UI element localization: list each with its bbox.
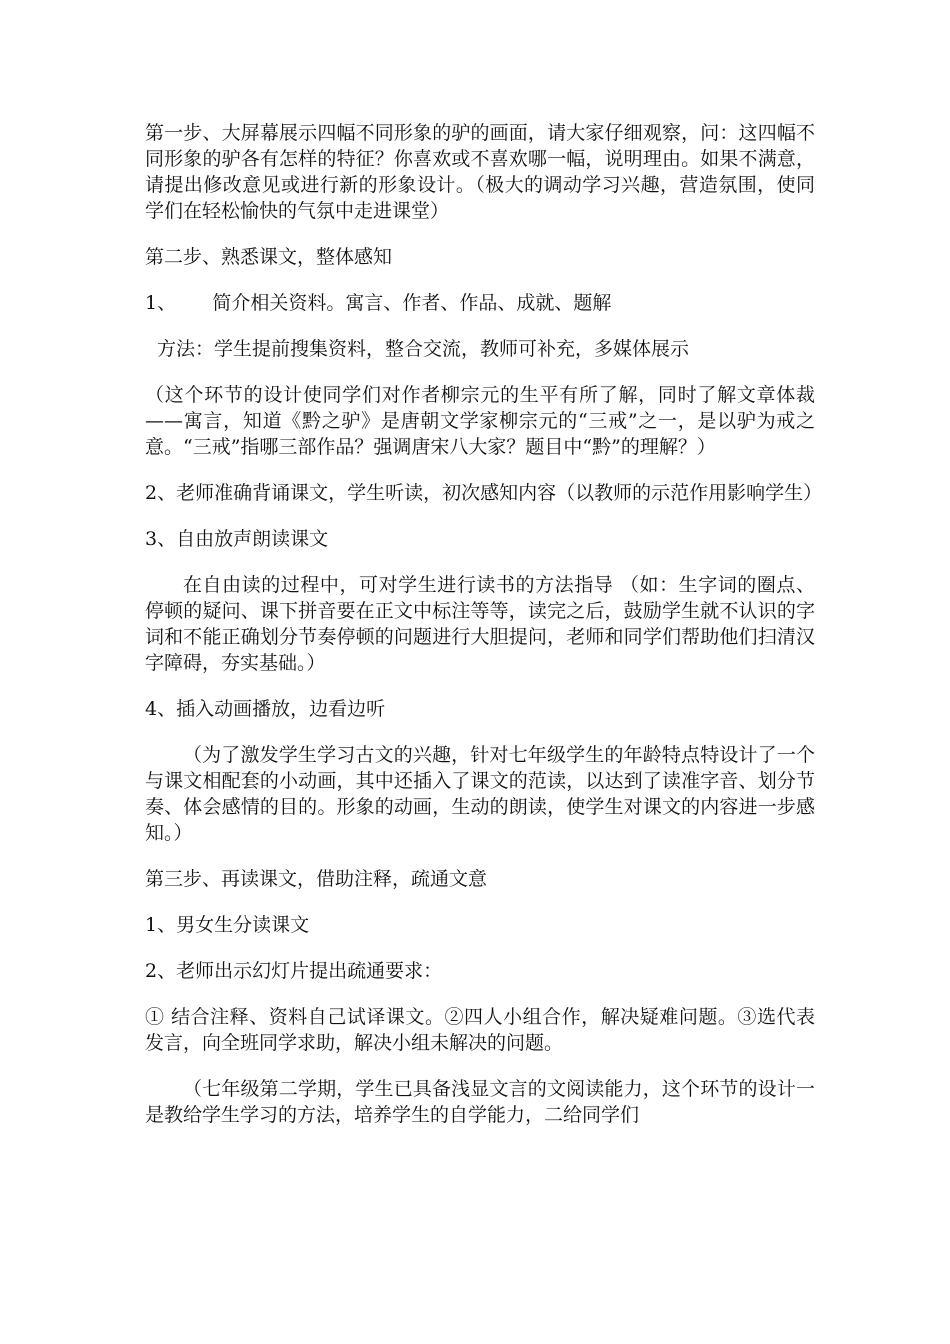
list-item-1-split-reading: 1、男女生分读课文	[145, 914, 310, 936]
heading-step-three: 第三步、再读课文，借助注释，疏通文意	[145, 868, 488, 890]
paragraph-requirements: ① 结合注释、资料自己试译课文。②四人小组合作，解决疑难问题。③选代表发言，向全班同学求助，解决小组未解决的问题。	[145, 1006, 815, 1054]
heading-step-two: 第二步、熟悉课文，整体感知	[145, 246, 393, 268]
paragraph-second-semester-note: （七年级第二学期，学生已具备浅显文言的文阅读能力，这个环节的设计一是教给学生学习的方法，培养学生的自学能力，二给同学们	[145, 1078, 815, 1126]
list-item-1-materials: 1、 简介相关资料。寓言、作者、作品、成就、题解	[145, 292, 612, 314]
paragraph-animation-note: （为了激发学生学习古文的兴趣，针对七年级学生的年龄特点特设计了一个与课文相配套的小动画，其中还插入了课文的范读，以达到了读准字音、划分节奏、体会感情的目的。形象的动画，生动的朗读，使学生对课文的内容进一步感知。）	[145, 744, 815, 844]
list-item-3-read-aloud: 3、自由放声朗读课文	[145, 528, 329, 550]
list-item-2-slides: 2、老师出示幻灯片提出疏通要求：	[145, 960, 443, 982]
list-item-4-animation: 4、插入动画播放，边看边听	[145, 698, 386, 720]
paragraph-author-note: （这个环节的设计使同学们对作者柳宗元的生平有所了解，同时了解文章体裁——寓言，知道《黔之驴》是唐朝文学家柳宗元的“三戒”之一，是以驴为戒之意。“三戒”指哪三部作品？强调唐宋八大家？题目中“黔”的理解？）	[145, 384, 815, 458]
paragraph-method: 方法：学生提前搜集资料，整合交流，教师可补充，多媒体展示	[157, 338, 690, 360]
paragraph-reading-guidance: 在自由读的过程中，可对学生进行读书的方法指导 （如：生字词的圈点、停顿的疑问、课下拼音要在正文中标注等等，读完之后，鼓励学生就不认识的字词和不能正确划分节奏停顿的问题进行大胆提问，老师和同学们帮助他们扫清汉字障碍，夯实基础。）	[145, 574, 815, 674]
paragraph-step-one: 第一步、大屏幕展示四幅不同形象的驴的画面，请大家仔细观察，问：这四幅不同形象的驴各有怎样的特征？你喜欢或不喜欢哪一幅，说明理由。如果不满意，请提出修改意见或进行新的形象设计。（极大的调动学习兴趣，营造氛围，使同学们在轻松愉快的气氛中走进课堂）	[145, 122, 815, 222]
list-item-2-recite: 2、老师准确背诵课文，学生听读，初次感知内容（以教师的示范作用影响学生）	[145, 482, 823, 504]
document-page	[145, 120, 823, 1148]
